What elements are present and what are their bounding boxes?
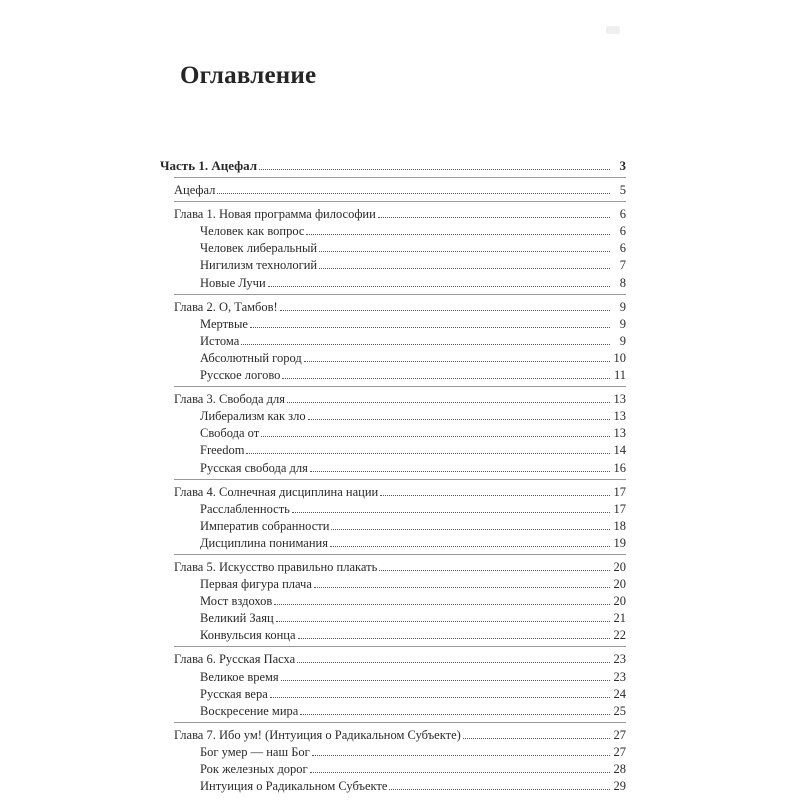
toc-entry-label: Рок железных дорог [200, 762, 308, 776]
toc-section-entry[interactable] [200, 777, 626, 794]
dot-leader [331, 529, 610, 530]
toc-page-number: 17 [613, 484, 626, 499]
dot-leader [282, 378, 610, 379]
toc-entry-label: Истома [200, 333, 240, 348]
toc-section-entry[interactable] [200, 575, 626, 592]
toc-page-number: 11 [613, 368, 626, 383]
page-title: Оглавление [180, 62, 317, 89]
toc-divider [174, 646, 626, 647]
toc-page-number: 28 [613, 762, 626, 776]
toc-chapter-entry[interactable] [174, 726, 626, 743]
toc-section-entry[interactable] [200, 239, 626, 256]
dot-leader [300, 714, 610, 715]
toc-section-entry[interactable] [200, 702, 626, 719]
toc-section-entry[interactable] [200, 667, 626, 684]
dot-leader [306, 234, 610, 235]
toc-page-number: 20 [613, 577, 626, 592]
dot-leader [250, 327, 610, 328]
toc-page-number: 27 [613, 727, 626, 742]
toc-page-number: 16 [613, 460, 626, 475]
toc-section-entry[interactable] [200, 366, 626, 383]
toc-section-entry[interactable] [200, 517, 626, 534]
toc-section-entry[interactable] [200, 760, 626, 777]
toc-entry-label: Императив собранности [200, 518, 330, 533]
toc-page-number: 3 [619, 158, 626, 173]
dot-leader [281, 680, 610, 681]
toc-entry-label: Глава 6. Русская Пасха [174, 652, 296, 667]
toc-page-number: 22 [613, 628, 626, 643]
toc-page-number: 24 [613, 686, 626, 701]
toc-page-number: 9 [619, 316, 626, 331]
toc-entry-label: Глава 7. Ибо ум! (Интуиция о Радикальном Субъекте) [174, 727, 461, 742]
dot-leader [380, 495, 610, 496]
toc-page-number: 19 [613, 535, 626, 550]
dot-leader [274, 604, 610, 605]
toc-divider [174, 294, 626, 295]
dot-leader [314, 587, 610, 588]
toc-page-number: 9 [619, 299, 626, 314]
toc-entry-label: Воскресение мира [200, 703, 299, 718]
toc-section-entry[interactable] [200, 458, 626, 475]
toc-entry-label: Свобода от [200, 426, 260, 441]
toc-entry-label: Русская свобода для [200, 460, 308, 475]
dot-leader [261, 436, 610, 437]
toc-entry-label: Великий Заяц [200, 611, 274, 626]
toc-entry-label: Глава 1. Новая программа философии [174, 207, 376, 222]
toc-section-entry[interactable] [200, 256, 626, 273]
toc-divider [174, 722, 626, 723]
toc-section-entry[interactable] [200, 609, 626, 626]
toc-page-number: 20 [613, 559, 626, 574]
dot-leader [319, 268, 610, 269]
toc-entry-label: Глава 5. Искусство правильно плакать [174, 559, 378, 574]
toc-entry-label: Первая фигура плача [200, 577, 312, 592]
toc-section-entry[interactable] [200, 592, 626, 609]
toc-part-entry[interactable] [160, 156, 626, 174]
dot-leader [270, 697, 610, 698]
toc-entry-label: Глава 3. Свобода для [174, 392, 286, 407]
toc-divider [174, 554, 626, 555]
toc-page-number: 7 [619, 258, 626, 273]
toc-entry-label: Человек как вопрос [200, 224, 305, 239]
toc-divider [174, 386, 626, 387]
toc-entry-label: Дисциплина понимания [200, 535, 328, 550]
toc-entry-label: Глава 2. О, Тамбов! [174, 299, 278, 314]
toc-page-number: 21 [613, 611, 626, 626]
toc-divider [174, 201, 626, 202]
dot-leader [246, 453, 610, 454]
toc-page-number: 13 [613, 392, 626, 407]
toc-chapter-entry[interactable] [174, 558, 626, 575]
toc-section-entry[interactable] [200, 349, 626, 366]
toc-entry-label: Мертвые [200, 316, 248, 331]
toc-page-number: 18 [613, 518, 626, 533]
toc-page-number: 6 [619, 207, 626, 222]
toc-entry-label: Freedom [200, 443, 245, 458]
dot-leader [378, 217, 610, 218]
toc-section-entry[interactable] [200, 315, 626, 332]
toc-page-number: 17 [613, 501, 626, 516]
toc-chapter-entry[interactable] [174, 181, 626, 198]
dot-leader [292, 512, 610, 513]
toc-page-number: 13 [613, 426, 626, 441]
toc-section-entry[interactable] [200, 407, 626, 424]
toc-entry-label: Бог умер — наш Бог [200, 744, 310, 759]
toc-page-number: 8 [619, 275, 626, 290]
toc-divider [174, 177, 626, 178]
dot-leader [297, 662, 610, 663]
page-mark [606, 26, 620, 34]
toc-section-entry[interactable] [200, 626, 626, 643]
toc-entry-label: Абсолютный город [200, 350, 302, 365]
toc-entry-label: Новые Лучи [200, 275, 266, 290]
toc-section-entry[interactable] [200, 424, 626, 441]
toc-entry-label: Человек либеральный [200, 241, 318, 256]
toc-entry-label: Либерализм как зло [200, 409, 306, 424]
dot-leader [389, 789, 610, 790]
dot-leader [310, 471, 610, 472]
dot-leader [298, 638, 611, 639]
toc-section-entry[interactable] [200, 743, 626, 760]
dot-leader [287, 402, 610, 403]
toc-section-entry[interactable] [200, 441, 626, 458]
toc-page-number: 13 [613, 409, 626, 424]
dot-leader [330, 546, 610, 547]
dot-leader [259, 169, 610, 170]
toc-entry-label: Часть 1. Ацефал [160, 158, 258, 173]
toc-page-number: 9 [619, 333, 626, 348]
toc-divider [174, 479, 626, 480]
dot-leader [276, 621, 610, 622]
toc-chapter-entry[interactable] [174, 390, 626, 407]
toc-page-number: 23 [613, 652, 626, 667]
toc-entry-label: Мост вздохов [200, 594, 273, 609]
toc-page-number: 6 [619, 241, 626, 256]
toc-entry-label: Русская вера [200, 686, 268, 701]
dot-leader [268, 286, 610, 287]
toc-page-number: 23 [613, 669, 626, 684]
toc-chapter-entry[interactable] [174, 205, 626, 222]
toc-entry-label: Великое время [200, 669, 279, 684]
toc-page-number: 5 [619, 183, 626, 198]
toc-page-number: 27 [613, 744, 626, 759]
dot-leader [312, 755, 610, 756]
dot-leader [310, 772, 610, 773]
toc-entry-label: Русское логово [200, 368, 281, 383]
dot-leader [308, 419, 610, 420]
dot-leader [280, 310, 610, 311]
toc-section-entry[interactable] [200, 273, 626, 290]
toc-chapter-entry[interactable] [174, 298, 626, 315]
dot-leader [319, 251, 610, 252]
toc-entry-label: Ацефал [174, 183, 216, 198]
toc-page-number: 29 [613, 779, 626, 794]
toc-entry-label: Конвульсия конца [200, 628, 296, 643]
toc-section-entry[interactable] [200, 500, 626, 517]
toc-entry-label: Расслабленность [200, 501, 290, 516]
toc-section-entry[interactable] [200, 534, 626, 551]
toc-section-entry[interactable] [200, 222, 626, 239]
dot-leader [304, 361, 610, 362]
dot-leader [217, 193, 610, 194]
toc-page-number: 20 [613, 594, 626, 609]
toc-entry-label: Нигилизм технологий [200, 258, 318, 273]
table-of-contents [160, 156, 626, 794]
dot-leader [463, 738, 610, 739]
toc-page-number: 14 [613, 443, 626, 458]
toc-entry-label: Глава 4. Солнечная дисциплина нации [174, 484, 379, 499]
toc-page-number: 6 [619, 224, 626, 239]
toc-page-number: 10 [613, 350, 626, 365]
toc-page-number: 25 [613, 703, 626, 718]
toc-entry-label: Интуиция о Радикальном Субъекте [200, 779, 388, 794]
toc-chapter-entry[interactable] [174, 650, 626, 667]
toc-section-entry[interactable] [200, 685, 626, 702]
dot-leader [379, 570, 610, 571]
toc-section-entry[interactable] [200, 332, 626, 349]
dot-leader [241, 344, 610, 345]
toc-chapter-entry[interactable] [174, 483, 626, 500]
